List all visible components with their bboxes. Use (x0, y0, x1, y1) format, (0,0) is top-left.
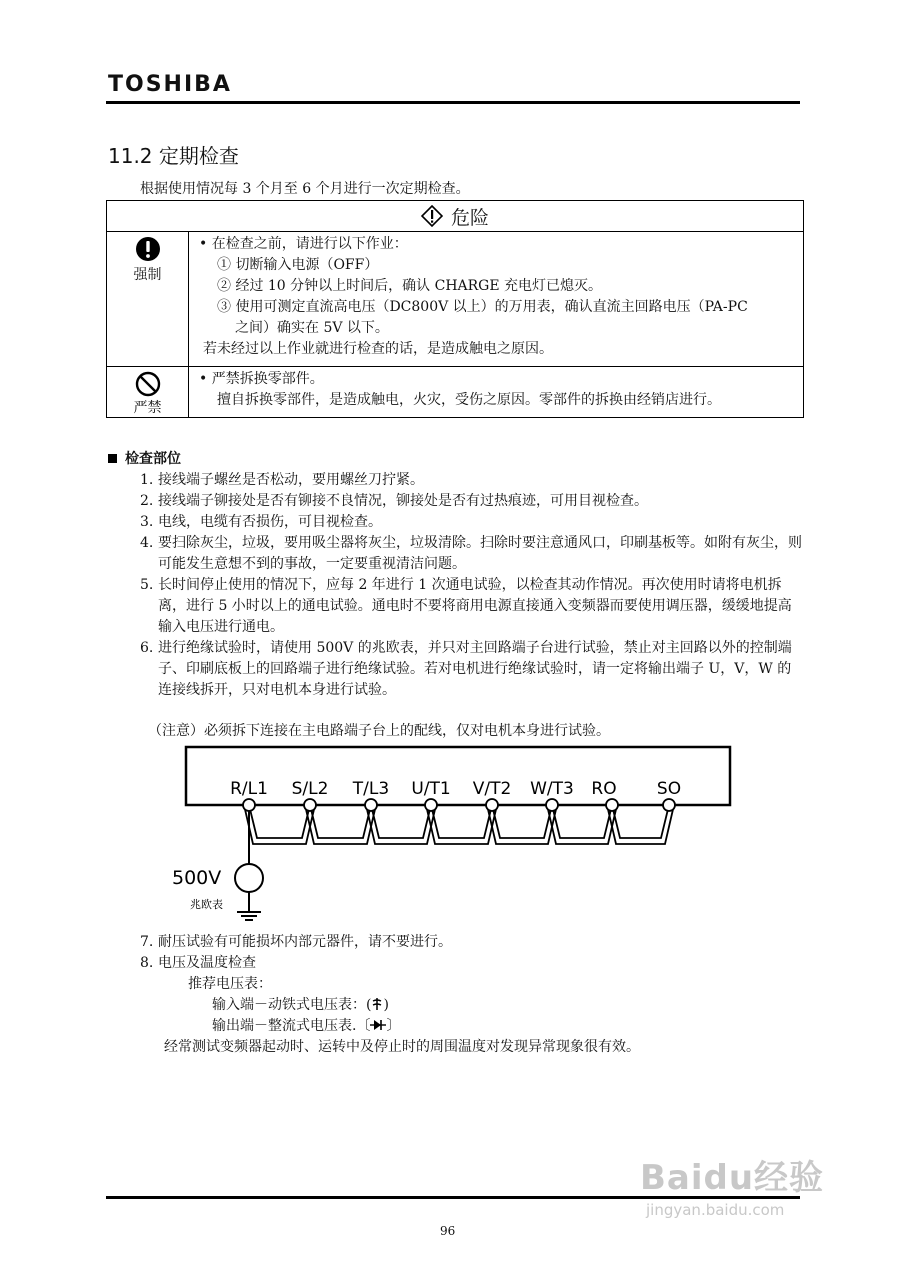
list-item (140, 470, 804, 491)
terminal-label: V/T2 (472, 779, 512, 799)
header-rule (106, 101, 800, 104)
item-text: 长时间停止使用的情况下，应每 2 年进行 1 次通电试验，以检查其动作情况。再次使用时请将电机拆离，进行 5 小时以上的通电试验。通电时不要将商用电源直接通入变频器而要使用调压器，缓缓地提高输入电压进行通电。 (158, 577, 792, 635)
prohibit-line: 擅自拆换零部件，是造成触电，火灾，受伤之原因。零部件的拆换由经销店进行。 (217, 392, 721, 408)
terminal-labels (230, 779, 681, 799)
megger-icon (235, 864, 263, 892)
list-item (140, 512, 804, 533)
list-item (140, 575, 804, 638)
danger-table (106, 200, 804, 418)
insulation-test-diagram (160, 740, 760, 925)
item-number: 7. (140, 934, 154, 950)
terminal-label: S/L2 (291, 779, 329, 799)
mandatory-row (107, 232, 803, 367)
input-meter-line (140, 995, 804, 1016)
check-list-continued (140, 932, 804, 1058)
recommend-line: 推荐电压表： (188, 976, 272, 992)
item-number: 6. (140, 640, 154, 656)
check-heading-text: 检查部位 (125, 451, 181, 467)
list-item (140, 638, 804, 701)
prohibit-icon-cell (107, 367, 189, 417)
item-text: 电压及温度检查 (158, 955, 256, 971)
terminal-label: W/T3 (530, 779, 574, 799)
item-text: 接线端子螺丝是否松动，要用螺丝刀拧紧。 (158, 472, 424, 488)
danger-header (107, 201, 803, 232)
section-title: 11.2 定期检查 (108, 144, 239, 168)
prohibit-label: 严禁 (133, 400, 162, 416)
mandatory-line: ③ 使用可测定直流高电压（DC800V 以上）的万用表，确认直流主回路电压（PA-PC (217, 299, 748, 315)
rectifier-meter-icon (370, 1018, 386, 1032)
watermark-brand: Baidu经验 (640, 1158, 825, 1198)
list-item (140, 953, 804, 974)
mandatory-label: 强制 (133, 267, 162, 283)
closing-line: 经常测试变频器起动时、运转中及停止时的周围温度对发现异常现象很有效。 (164, 1039, 640, 1055)
item-number: 5. (140, 577, 154, 593)
prohibit-text (189, 367, 803, 417)
square-bullet-icon (108, 454, 117, 463)
mandatory-line: ① 切断输入电源（OFF） (217, 257, 379, 273)
mandatory-line: • 在检查之前，请进行以下作业： (199, 236, 408, 252)
watermark-url: jingyan.baidu.com (646, 1201, 785, 1219)
mandatory-icon-cell (107, 232, 189, 366)
terminal-label: SO (656, 779, 682, 799)
warning-diamond-icon (421, 205, 443, 227)
check-list (140, 470, 804, 701)
terminal-label: T/L3 (352, 779, 390, 799)
input-meter-close: ) (383, 997, 389, 1013)
insulation-note: （注意）必须拆下连接在主电路端子台上的配线，仅对电机本身进行试验。 (148, 723, 610, 739)
meter-voltage-label: 500V (172, 867, 222, 889)
mandatory-line: 若未经过以上作业就进行检查的话，是造成触电之原因。 (203, 341, 553, 357)
mandatory-text (189, 232, 803, 366)
mandatory-line: 之间）确实在 5V 以下。 (235, 320, 389, 336)
output-meter-line (140, 1016, 804, 1037)
watermark (640, 1150, 824, 1219)
input-meter-text: 输入端－动铁式电压表：( (212, 997, 372, 1013)
item-number: 2. (140, 493, 154, 509)
check-heading (108, 448, 181, 468)
item-number: 1. (140, 472, 154, 488)
item-number: 4. (140, 535, 154, 551)
item-text: 进行绝缘试验时，请使用 500V 的兆欧表，并只对主回路端子台进行试验，禁止对主回路以外的控制端子、印刷底板上的回路端子进行绝缘试验。若对电机进行绝缘试验时，请一定将输出端子 U，V，W 的连接线拆开，只对电机本身进行试验。 (158, 640, 792, 698)
prohibit-line: • 严禁拆换零部件。 (199, 371, 324, 387)
ground-icon (237, 912, 261, 920)
output-meter-close: 〕 (386, 1018, 401, 1034)
mandatory-line: ② 经过 10 分钟以上时间后，确认 CHARGE 充电灯已熄灭。 (217, 278, 603, 294)
item-number: 8. (140, 955, 154, 971)
list-item (140, 491, 804, 512)
item-text: 接线端子铆接处是否有铆接不良情况，铆接处是否有过热痕迹，可用目视检查。 (158, 493, 648, 509)
page-number: 96 (440, 1224, 456, 1238)
item-text: 要扫除灰尘，垃圾，要用吸尘器将灰尘，垃圾清除。扫除时要注意通风口，印刷基板等。如附有灰尘，则可能发生意想不到的事故，一定要重视清洁问题。 (158, 535, 802, 572)
megger-label: 兆欧表 (190, 898, 223, 911)
terminal-label: RO (591, 779, 617, 799)
prohibit-row (107, 367, 803, 417)
item-text: 耐压试验有可能损坏内部元器件，请不要进行。 (158, 934, 452, 950)
list-item (140, 932, 804, 953)
prohibited-icon (135, 371, 161, 397)
terminal-label: R/L1 (230, 779, 268, 799)
item-text: 电线，电缆有否损伤，可目视检查。 (158, 514, 382, 530)
exclamation-circle-icon (135, 236, 161, 262)
moving-iron-meter-icon (371, 997, 383, 1011)
terminal-label: U/T1 (411, 779, 451, 799)
item-number: 3. (140, 514, 154, 530)
section-intro: 根据使用情况每 3 个月至 6 个月进行一次定期检查。 (140, 181, 470, 197)
list-item (140, 533, 804, 575)
output-meter-text: 输出端－整流式电压表.〔 (212, 1018, 371, 1034)
danger-title: 危险 (450, 206, 489, 229)
brand-logo: TOSHIBA (108, 72, 232, 97)
